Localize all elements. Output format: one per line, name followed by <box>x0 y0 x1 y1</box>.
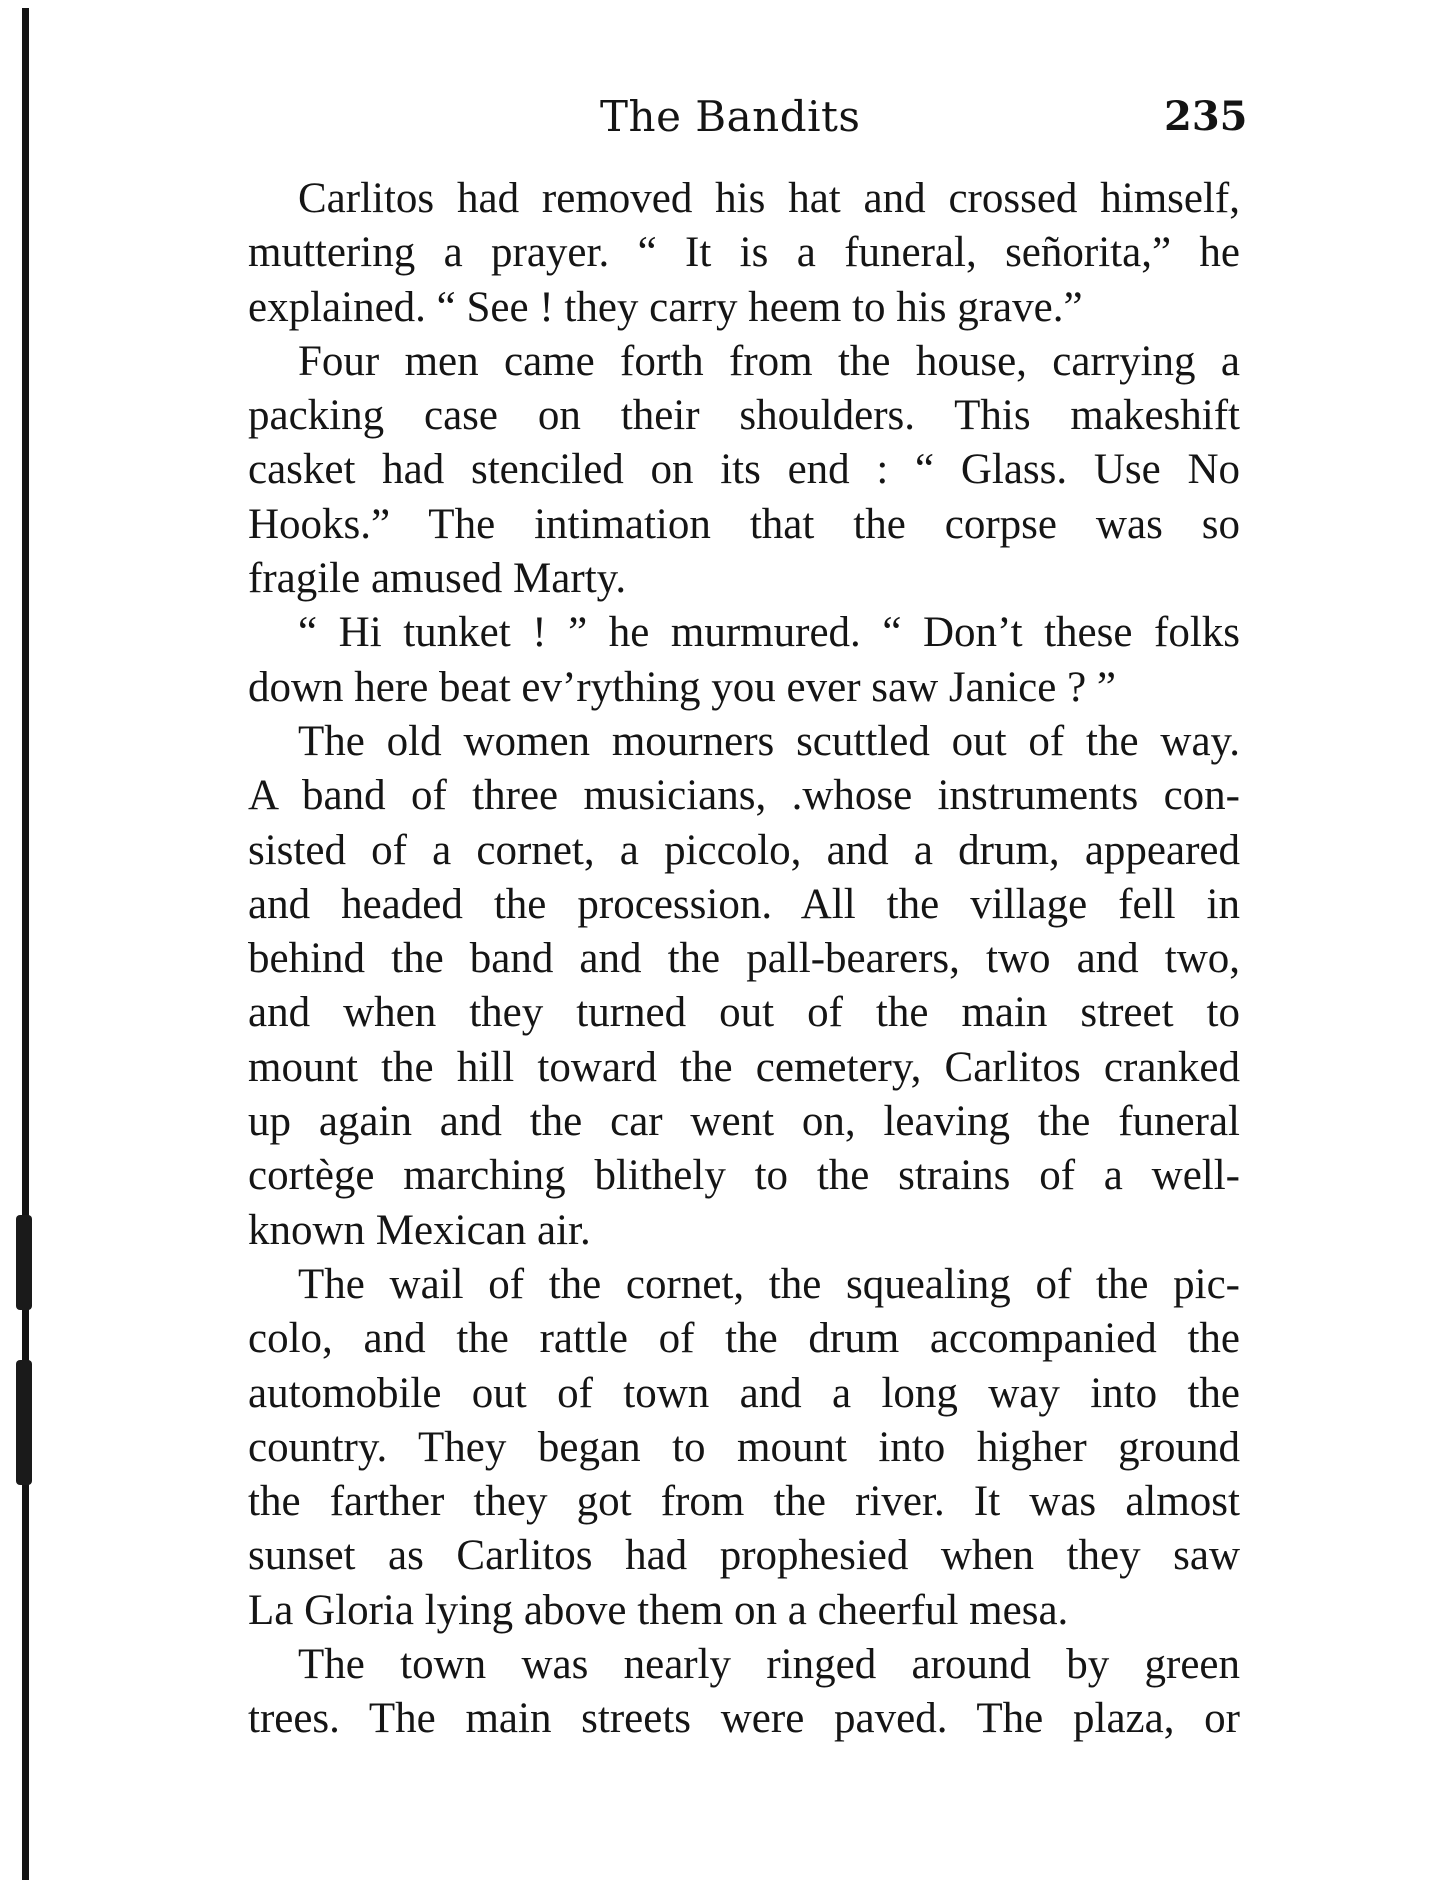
text-line: “ Hi tunket ! ” he murmured. “ Don’t these folks <box>298 609 1240 657</box>
text-line: Hooks.” The intimation that the corpse was so <box>248 500 1240 548</box>
text-line: explained. “ See ! they carry heem to his grave.” <box>248 283 1083 331</box>
text-line: and when they turned out of the main street to <box>248 989 1240 1037</box>
text-line: sunset as Carlitos had prophesied when they saw <box>248 1532 1240 1580</box>
text-line: mount the hill toward the cemetery, Carlitos cranked <box>248 1043 1240 1091</box>
text-line: muttering a prayer. “ It is a funeral, señorita,” he <box>248 229 1240 277</box>
binding-edge-shadow <box>22 8 29 1880</box>
running-title: The Bandits <box>600 92 861 141</box>
text-line: and headed the procession. All the village fell in <box>248 880 1240 928</box>
text-line: packing case on their shoulders. This makeshift <box>248 392 1240 440</box>
text-line: automobile out of town and a long way into the <box>248 1369 1240 1417</box>
text-line: down here beat ev’rything you ever saw Janice ? ” <box>248 663 1116 711</box>
text-line: La Gloria lying above them on a cheerful mesa. <box>248 1586 1069 1634</box>
text-line: the farther they got from the river. It was almost <box>248 1478 1240 1526</box>
text-line: trees. The main streets were paved. The plaza, or <box>248 1695 1240 1743</box>
text-line: behind the band and the pall-bearers, two and two, <box>248 935 1240 983</box>
text-line: cortège marching blithely to the strains of a well- <box>248 1152 1240 1200</box>
text-line: known Mexican air. <box>248 1206 591 1254</box>
text-line: colo, and the rattle of the drum accompanied the <box>248 1315 1240 1363</box>
text-line: fragile amused Marty. <box>248 555 627 603</box>
binding-edge-blot <box>16 1215 32 1310</box>
text-line: The old women mourners scuttled out of the way. <box>298 717 1240 765</box>
text-line: casket had stenciled on its end : “ Glass. Use No <box>248 446 1240 494</box>
running-header <box>0 82 1453 152</box>
text-line: sisted of a cornet, a piccolo, and a drum, appeared <box>248 826 1240 874</box>
text-line: Carlitos had removed his hat and crossed himself, <box>298 175 1240 222</box>
text-line: country. They began to mount into higher ground <box>248 1423 1240 1471</box>
body-text <box>248 172 1240 1747</box>
text-line: Four men came forth from the house, carrying a <box>298 337 1240 385</box>
text-line: The wail of the cornet, the squealing of the pic- <box>298 1260 1240 1308</box>
text-line: up again and the car went on, leaving the funeral <box>248 1098 1240 1146</box>
page-number: 235 <box>1164 93 1248 140</box>
binding-edge-blot <box>16 1360 32 1485</box>
text-line: A band of three musicians, .whose instruments con- <box>248 772 1240 820</box>
text-line: The town was nearly ringed around by green <box>298 1641 1240 1689</box>
